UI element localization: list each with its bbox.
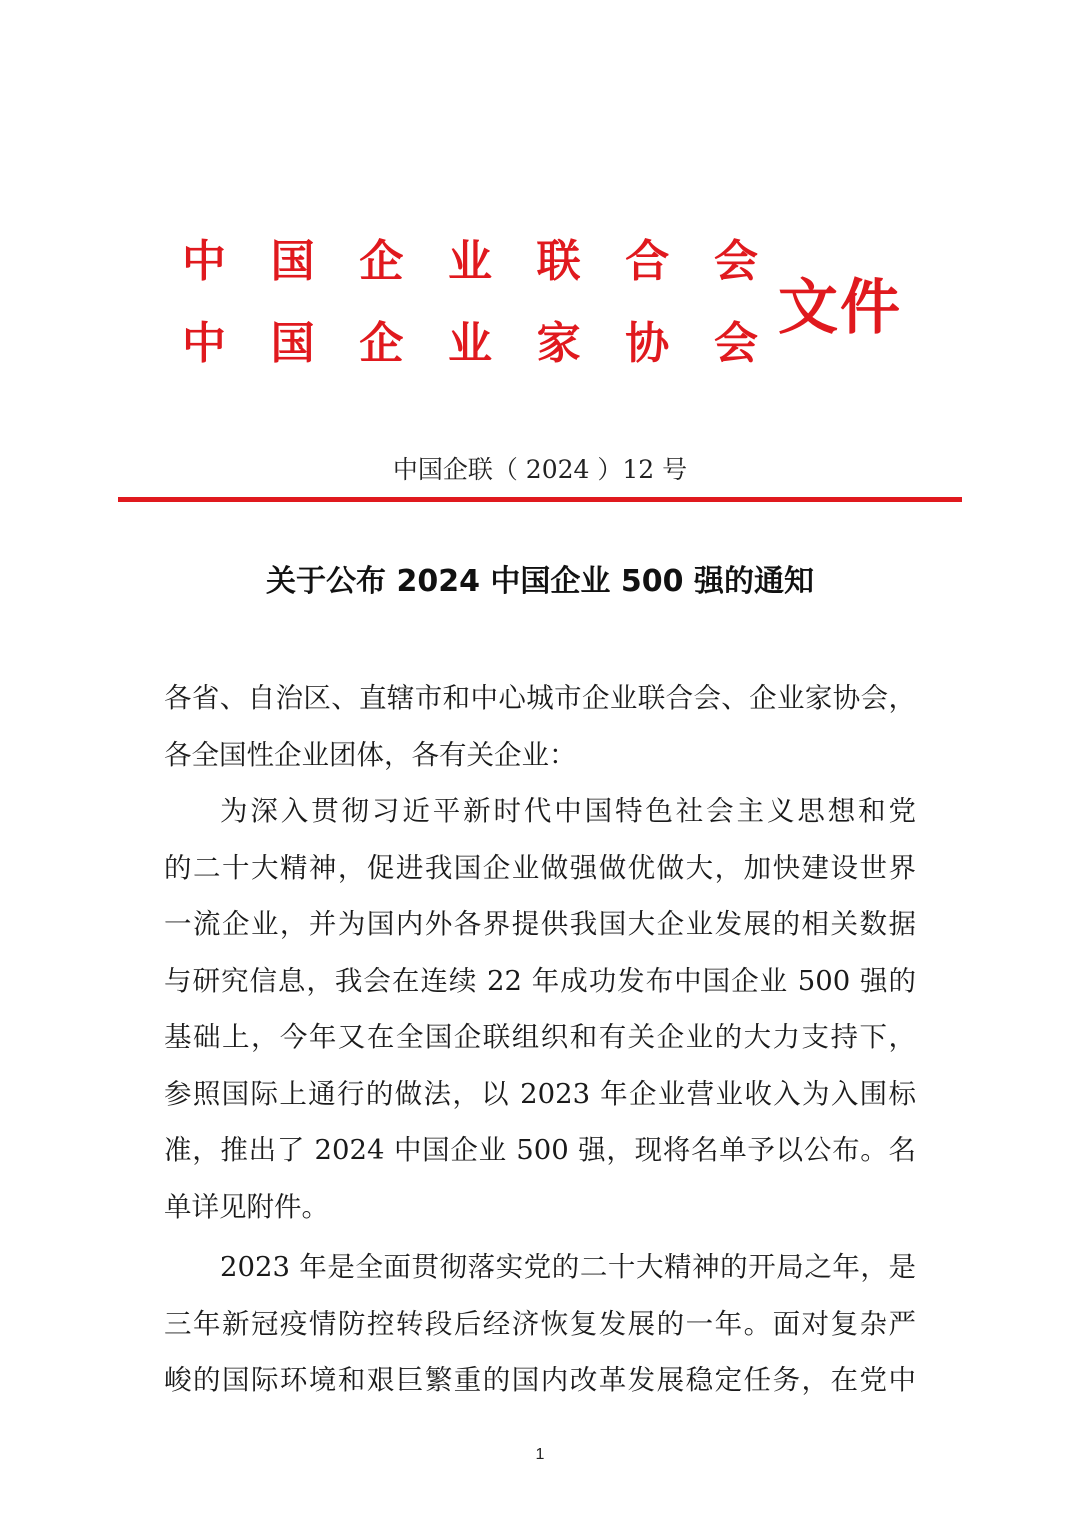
org-char: 中 (182, 236, 226, 287)
org-name-association (180, 314, 760, 374)
document-word: 文件 (778, 273, 902, 343)
masthead (180, 232, 920, 382)
org-char: 业 (447, 318, 492, 369)
org-char: 合 (625, 236, 670, 287)
notice-title: 关于公布 2024 中国企业 500 强的通知 (266, 564, 814, 599)
paragraph-line: 一流企业，并为国内外各界提供我国大企业发展的相关数据 (164, 908, 916, 940)
org-name-federation (180, 232, 760, 292)
org-char: 国 (270, 236, 315, 287)
org-char: 国 (270, 318, 315, 369)
paragraph-line: 单详见附件。 (164, 1190, 329, 1223)
paragraph-line: 为深入贯彻习近平新时代中国特色社会主义思想和党 (220, 795, 916, 827)
page-number: 1 (535, 1446, 545, 1463)
document-number: 中国企联（ 2024 ）12 号 (392, 455, 688, 484)
org-char: 业 (447, 236, 492, 287)
paragraph-line: 参照国际上通行的做法，以 2023 年企业营业收入为入围标 (164, 1077, 916, 1110)
paragraph-line: 2023 年是全面贯彻落实党的二十大精神的开局之年，是 (220, 1251, 916, 1283)
org-char: 联 (536, 236, 581, 287)
addressee-line: 各省、自治区、直辖市和中心城市企业联合会、企业家协会， (164, 682, 916, 714)
red-divider-line (118, 497, 962, 502)
org-char: 会 (713, 318, 758, 369)
org-char: 企 (359, 236, 404, 287)
paragraph-line: 准，推出了 2024 中国企业 500 强，现将名单予以公布。名 (164, 1134, 916, 1166)
paragraph-line: 的二十大精神，促进我国企业做强做优做大，加快建设世界 (164, 851, 916, 884)
paragraph-line: 峻的国际环境和艰巨繁重的国内改革发展稳定任务，在党中 (164, 1364, 916, 1396)
org-char: 企 (359, 318, 404, 369)
org-char: 协 (625, 318, 670, 369)
paragraph-line: 与研究信息，我会在连续 22 年成功发布中国企业 500 强的 (164, 964, 916, 997)
org-char: 中 (182, 318, 226, 369)
addressee-line: 各全国性企业团体，各有关企业： (164, 738, 577, 771)
org-char: 家 (536, 318, 581, 369)
paragraph-line: 三年新冠疫情防控转段后经济恢复发展的一年。面对复杂严 (164, 1307, 916, 1340)
paragraph-line: 基础上，今年又在全国企联组织和有关企业的大力支持下， (164, 1021, 916, 1053)
notice-body (164, 670, 916, 1409)
org-char: 会 (713, 236, 758, 287)
